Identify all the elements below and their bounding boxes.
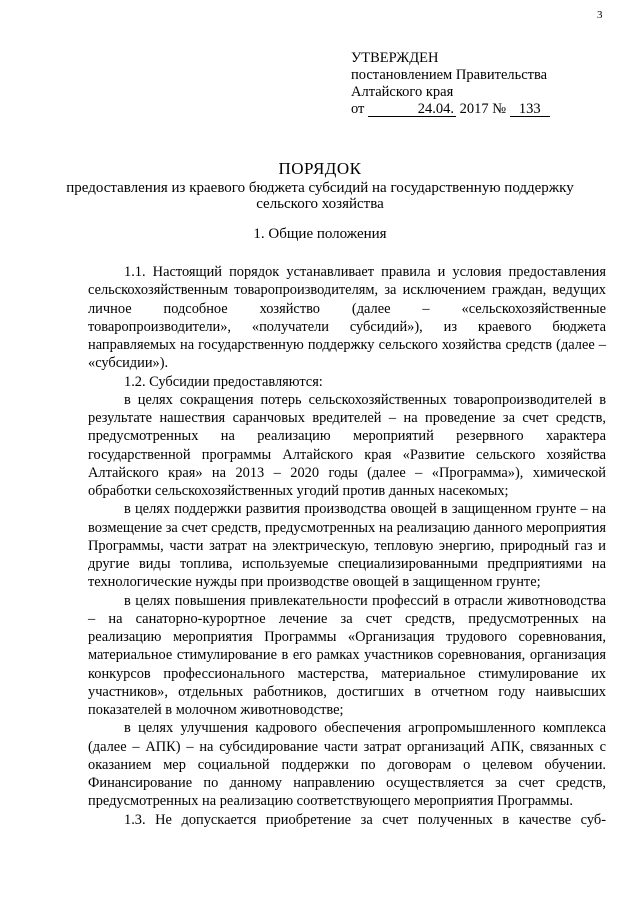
title-subtitle: предоставления из краевого бюджета субсидий на государственную поддержку сельского хозяйства: [66, 180, 574, 212]
year-and-number-sign: 2017 №: [459, 101, 507, 117]
document-title: [60, 161, 580, 212]
date-prefix: от: [351, 101, 365, 117]
paragraph-livestock: в целях повышения привлекательности профессий в отрасли животноводства – на санаторно-курортное лечение за счет средств, предусмотренных на реализацию мероприятия Программы «Организация трудового соревнования, материальное стимулирование в его рамках участников соревнования, организация конкурсов профессионального мастерства, материальное стимулирование их участников», отдельных работников, достигших в отчетном году наивысших показателей в молочном животноводстве;: [88, 592, 606, 718]
approval-line-2: постановлением Правительства: [351, 67, 548, 83]
resolution-number: 133: [510, 102, 550, 117]
body-text: [88, 263, 606, 829]
paragraph-personnel: в целях улучшения кадрового обеспечения агропромышленного комплекса (далее – АПК) – на субсидирование части затрат организаций АПК, связанных с оказанием мер социальной поддержки по договорам о целевом обучении. Финансирование по данному направлению осуществляется за счет средств, предусмотренных на реализацию соответствующего мероприятия Программы.: [88, 720, 606, 810]
section-heading: 1. Общие положения: [253, 226, 387, 242]
paragraph-1-3: 1.3. Не допускается приобретение за счет полученных в качестве суб-: [124, 811, 606, 828]
approval-date-line: [351, 101, 550, 118]
paragraph-locust: в целях сокращения потерь сельскохозяйственных товаропроизводителей в результате нашествия саранчовых вредителей – на проведение за счет средств, предусмотренных на реализацию мероприятий резервного характера государственной программы Алтайского края «Развитие сельского хозяйства Алтайского края» на 2013 – 2020 годы (далее – «Программа»), химической обработки сельскохозяйственных угодий против данных насекомых;: [88, 391, 606, 499]
approval-line-3: Алтайского края: [351, 84, 454, 100]
title-main: ПОРЯДОК: [278, 159, 362, 178]
approval-heading: УТВЕРЖДЕН: [351, 50, 439, 66]
approval-block: [351, 50, 550, 118]
paragraph-1-1: 1.1. Настоящий порядок устанавливает правила и условия предоставления сельскохозяйственным товаропроизводителям, за исключением граждан, ведущих личное подсобное хозяйство (далее – «сельскохозяйственные товаропроизводители», «получатели субсидий»), из краевого бюджета направляемых на государственную поддержку сельского хозяйства средств (далее – «субсидии»).: [88, 264, 606, 372]
page-number: 3: [597, 9, 603, 21]
date-value: 24.04.: [368, 102, 456, 117]
paragraph-greenhouse: в целях поддержки развития производства овощей в защищенном грунте – на возмещение за счет средств, предусмотренных на реализацию данного мероприятия Программы, части затрат на электрическую, тепловую энергию, природный газ и другие виды топлива, используемые специализированными предприятиями на технологические нужды при производстве овощей в защищенном грунте;: [88, 501, 606, 591]
paragraph-1-2: 1.2. Субсидии предоставляются:: [124, 373, 323, 390]
